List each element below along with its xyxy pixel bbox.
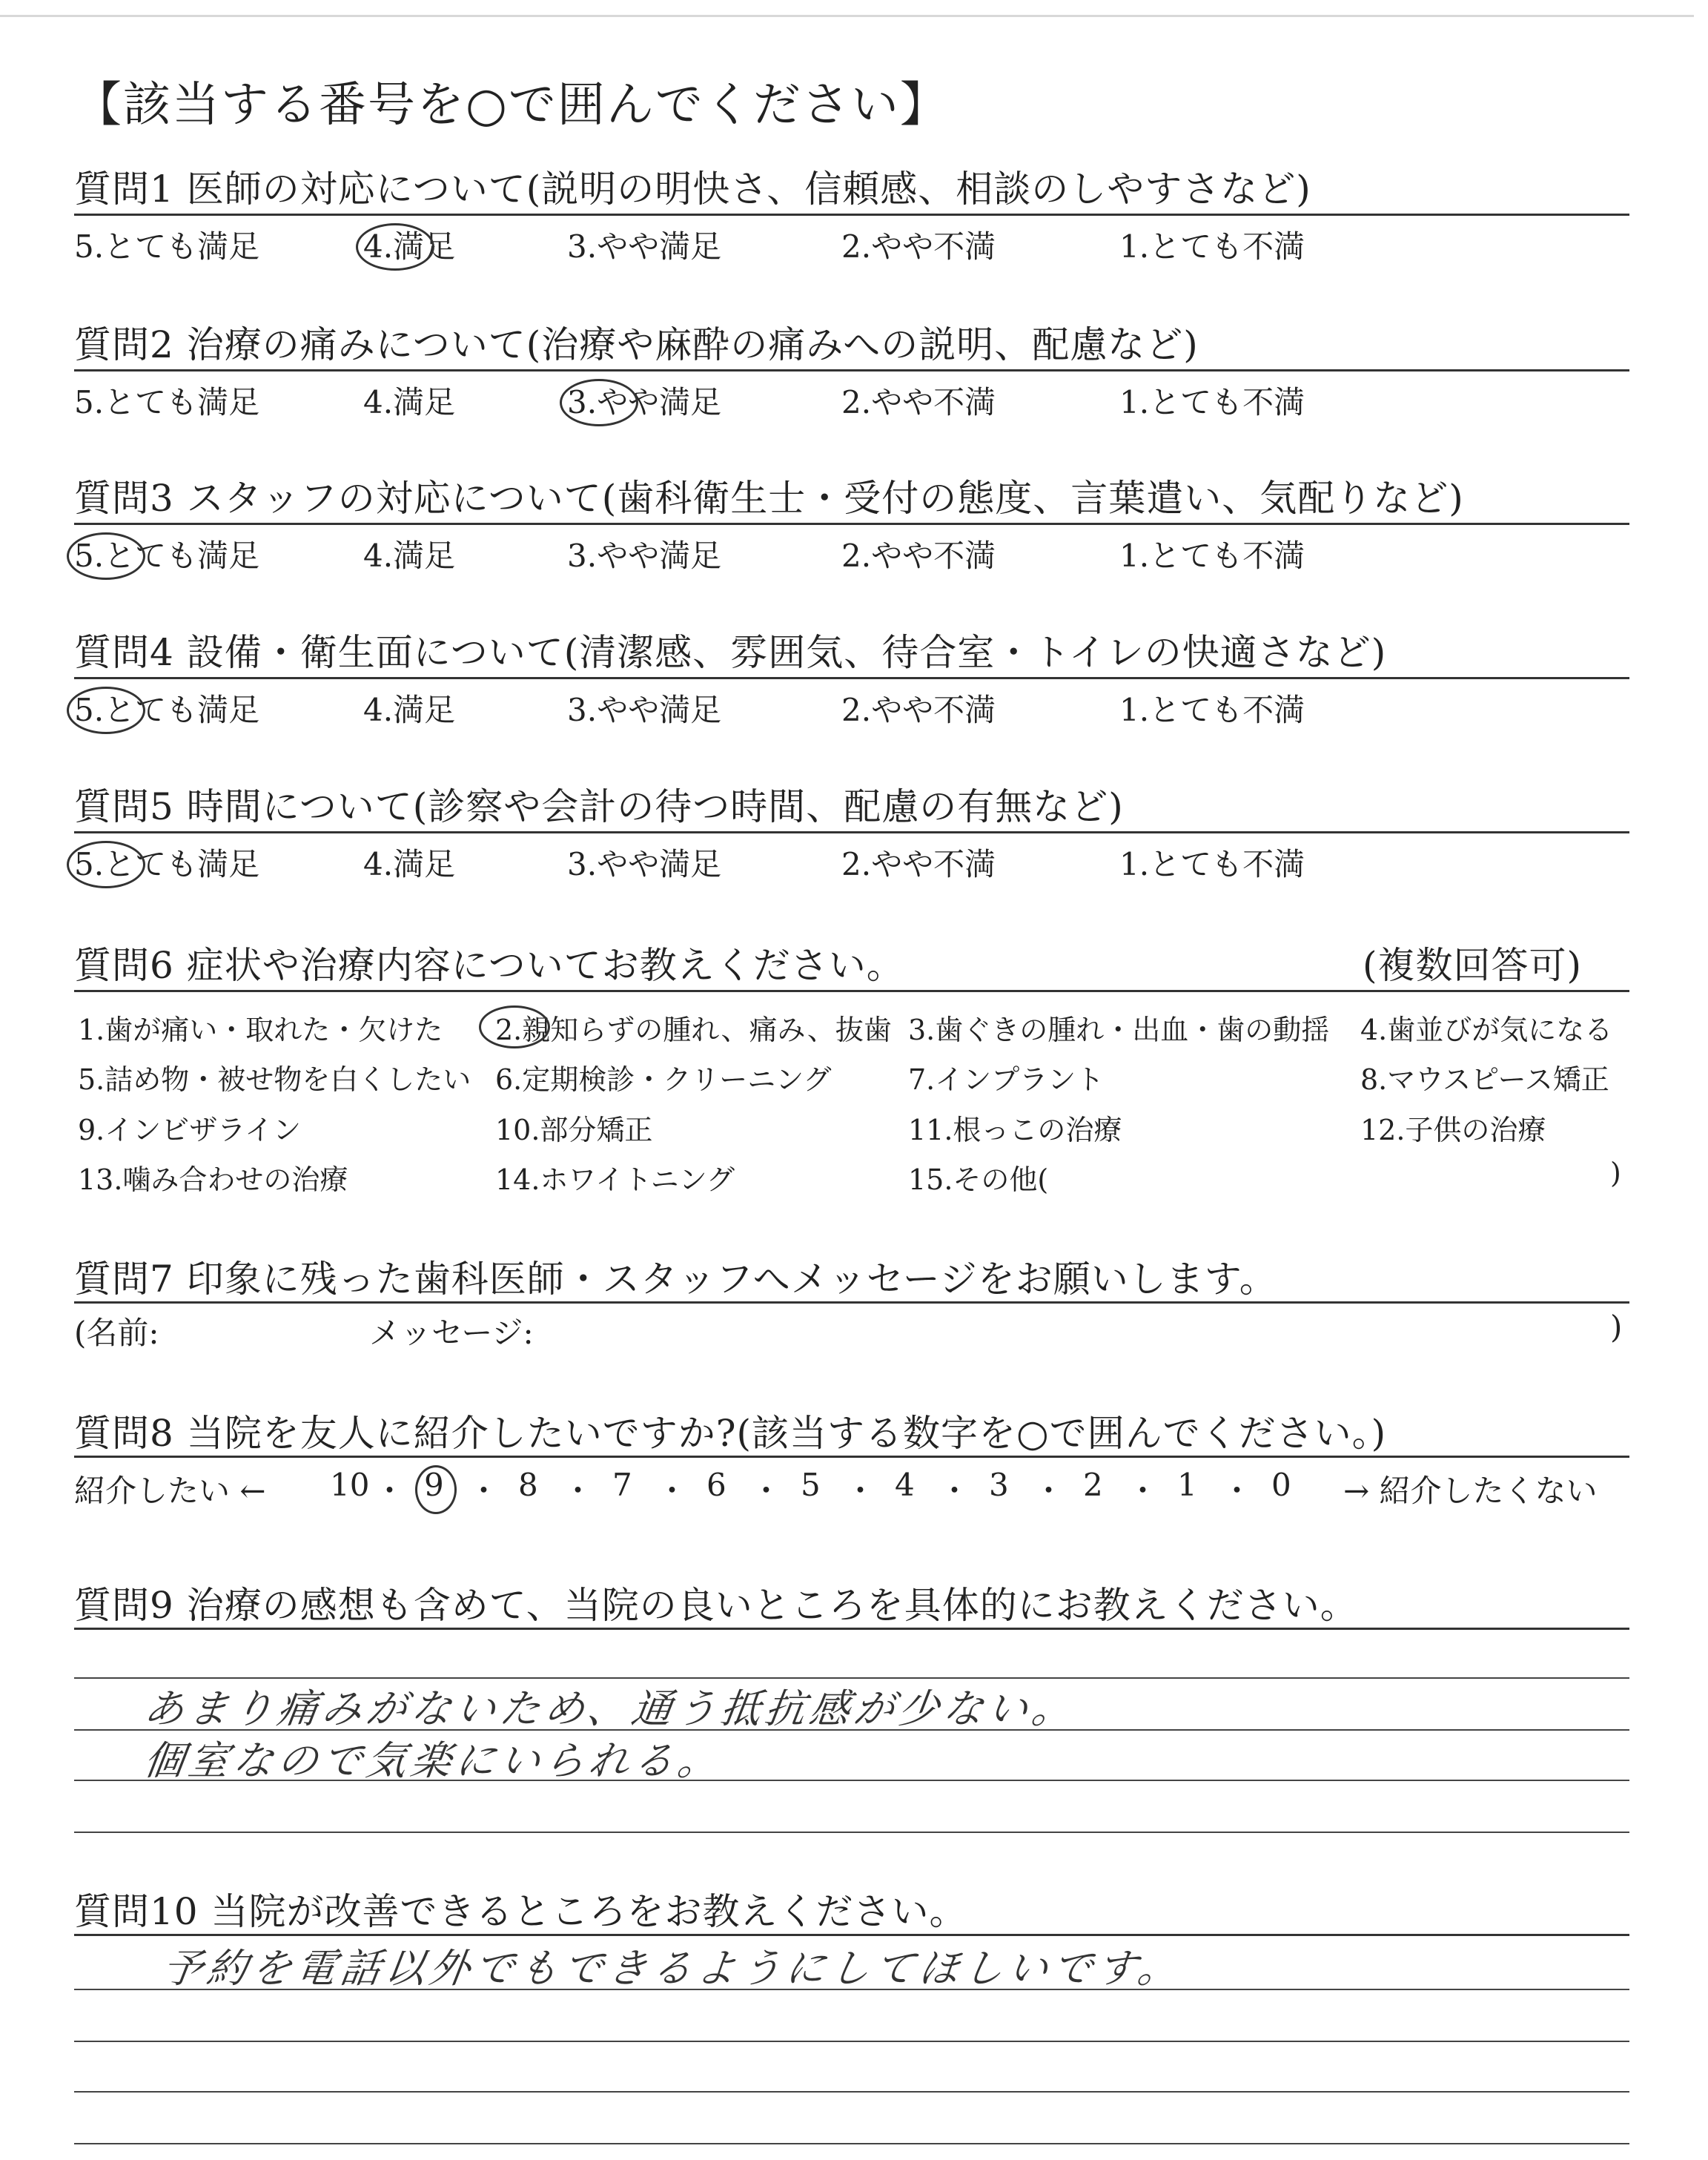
q5-title: 質問5 時間について(診察や会計の待つ時間、配慮の有無など) <box>74 785 1124 828</box>
q7-rule <box>74 1301 1629 1304</box>
q8-scale-value: 10 <box>330 1467 370 1503</box>
q8-left-label: 紹介したい ← <box>74 1473 266 1509</box>
q3-option-4: 4.満足 <box>363 538 456 574</box>
q8-scale-separator: ・ <box>939 1473 970 1509</box>
q2-option-1: 1.とても不満 <box>1119 384 1305 420</box>
q8-scale-separator: ・ <box>1127 1473 1159 1509</box>
q4-title: 質問4 設備・衛生面について(清潔感、雰囲気、待合室・トイレの快適さなど) <box>74 631 1387 674</box>
q8-title: 質問8 当院を友人に紹介したいですか?(該当する数字を○で囲んでください。) <box>74 1412 1387 1455</box>
q10-rule <box>74 1934 1629 1936</box>
q10-handwritten-answer: 予約を電話以外でもできるようにしてほしいです。 <box>159 1945 1186 1992</box>
q8-scale-value: 4 <box>895 1467 915 1503</box>
q6-option: 10.部分矯正 <box>495 1114 653 1146</box>
page-top-border <box>0 15 1694 17</box>
q6-option: 7.インプラント <box>908 1063 1105 1096</box>
q8-scale-separator: ・ <box>844 1473 876 1509</box>
q3-option-1: 1.とても不満 <box>1119 538 1305 574</box>
q6-option: 1.歯が痛い・取れた・欠けた <box>78 1014 443 1046</box>
q2-option-3: 3.やや満足 <box>567 384 722 420</box>
q8-scale-value: 8 <box>518 1467 538 1503</box>
q7-message-label: メッセージ: <box>369 1315 534 1351</box>
q1-option-1: 1.とても不満 <box>1119 228 1305 265</box>
q8-scale-value: 9 <box>424 1467 444 1503</box>
q7-close-paren: ) <box>1610 1309 1623 1345</box>
q6-multi-note: (複数回答可) <box>1363 944 1583 987</box>
q8-right-label: → 紹介したくない <box>1343 1473 1598 1509</box>
q4-option-2: 2.やや不満 <box>841 692 996 728</box>
q1-rule <box>74 214 1629 216</box>
q8-scale-value: 6 <box>706 1467 726 1503</box>
q10-writing-line <box>74 2091 1629 2093</box>
q8-scale-separator: ・ <box>562 1473 594 1509</box>
q1-option-2: 2.やや不満 <box>841 228 996 265</box>
q8-scale-separator: ・ <box>750 1473 782 1509</box>
q8-scale-value: 0 <box>1271 1467 1291 1503</box>
q4-option-3: 3.やや満足 <box>567 692 722 728</box>
q2-selected-circle <box>560 379 638 426</box>
q2-title: 質問2 治療の痛みについて(治療や麻酔の痛みへの説明、配慮など) <box>74 323 1199 366</box>
q7-title: 質問7 印象に残った歯科医師・スタッフへメッセージをお願いします。 <box>74 1258 1277 1301</box>
q1-option-3: 3.やや満足 <box>567 228 722 265</box>
q9-handwritten-answer: 個室なので気楽にいられる。 <box>141 1737 726 1784</box>
q6-option: 15.その他( <box>908 1163 1049 1196</box>
q8-scale-separator: ・ <box>374 1473 406 1509</box>
q1-option-4: 4.満足 <box>363 228 456 265</box>
q8-scale-value: 1 <box>1177 1467 1197 1503</box>
q8-scale-separator: ・ <box>656 1473 688 1509</box>
q9-rule <box>74 1628 1629 1630</box>
q6-option: 12.子供の治療 <box>1360 1114 1546 1146</box>
q8-scale-value: 3 <box>989 1467 1009 1503</box>
q4-selected-circle <box>67 687 145 734</box>
q6-option: 9.インビザライン <box>78 1114 302 1146</box>
q10-writing-line <box>74 2143 1629 2144</box>
q2-option-5: 5.とても満足 <box>74 384 260 420</box>
q6-rule <box>74 990 1629 992</box>
q10-title: 質問10 当院が改善できるところをお教えください。 <box>74 1890 967 1933</box>
q6-option: ) <box>1610 1157 1621 1189</box>
q6-option: 5.詰め物・被せ物を白くしたい <box>78 1063 471 1096</box>
q4-option-5: 5.とても満足 <box>74 692 260 728</box>
q2-rule <box>74 369 1629 371</box>
q3-option-2: 2.やや不満 <box>841 538 996 574</box>
q1-title: 質問1 医師の対応について(説明の明快さ、信頼感、相談のしやすさなど) <box>74 168 1311 211</box>
q3-option-3: 3.やや満足 <box>567 538 722 574</box>
q8-scale-separator: ・ <box>1221 1473 1253 1509</box>
q3-rule <box>74 523 1629 525</box>
q8-rule <box>74 1456 1629 1458</box>
q5-selected-circle <box>67 841 145 888</box>
q3-selected-circle <box>67 532 145 580</box>
q5-option-2: 2.やや不満 <box>841 846 996 882</box>
instruction-heading: 【該当する番号を○で囲んでください】 <box>74 78 949 133</box>
q6-option: 2.親知らずの腫れ、痛み、抜歯 <box>495 1014 892 1046</box>
q6-option: 13.噛み合わせの治療 <box>78 1163 348 1196</box>
q8-scale-value: 7 <box>612 1467 632 1503</box>
q4-option-1: 1.とても不満 <box>1119 692 1305 728</box>
q2-option-4: 4.満足 <box>363 384 456 420</box>
q9-handwritten-answer: あまり痛みがないため、通う抵抗感が少ない。 <box>141 1685 1080 1732</box>
q5-option-1: 1.とても不満 <box>1119 846 1305 882</box>
q4-option-4: 4.満足 <box>363 692 456 728</box>
q1-option-5: 5.とても満足 <box>74 228 260 265</box>
q5-option-3: 3.やや満足 <box>567 846 722 882</box>
q6-option: 4.歯並びが気になる <box>1360 1014 1613 1046</box>
q2-option-2: 2.やや不満 <box>841 384 996 420</box>
q8-scale-value: 2 <box>1083 1467 1103 1503</box>
q6-option: 6.定期検診・クリーニング <box>495 1063 832 1096</box>
q6-option: 11.根っこの治療 <box>908 1114 1122 1146</box>
q8-scale-separator: ・ <box>1033 1473 1065 1509</box>
q7-name-label: (名前: <box>74 1315 159 1351</box>
q5-option-5: 5.とても満足 <box>74 846 260 882</box>
q6-option: 14.ホワイトニング <box>495 1163 735 1196</box>
q6-option: 8.マウスピース矯正 <box>1360 1063 1609 1096</box>
q3-title: 質問3 スタッフの対応について(歯科衛生士・受付の態度、言葉遣い、気配りなど) <box>74 477 1464 520</box>
q1-selected-circle <box>356 223 434 271</box>
q8-scale-separator: ・ <box>468 1473 500 1509</box>
q3-option-5: 5.とても満足 <box>74 538 260 574</box>
q6-option: 3.歯ぐきの腫れ・出血・歯の動揺 <box>908 1014 1330 1046</box>
q6-selected-circle <box>479 1005 550 1048</box>
q6-title: 質問6 症状や治療内容についてお教えください。 <box>74 944 904 987</box>
q8-selected-circle <box>415 1465 457 1514</box>
q10-writing-line <box>74 2041 1629 2042</box>
q5-option-4: 4.満足 <box>363 846 456 882</box>
q5-rule <box>74 831 1629 833</box>
q4-rule <box>74 677 1629 679</box>
q9-writing-line <box>74 1832 1629 1833</box>
q8-scale-value: 5 <box>801 1467 821 1503</box>
q9-title: 質問9 治療の感想も含めて、当院の良いところを具体的にお教えください。 <box>74 1584 1358 1627</box>
